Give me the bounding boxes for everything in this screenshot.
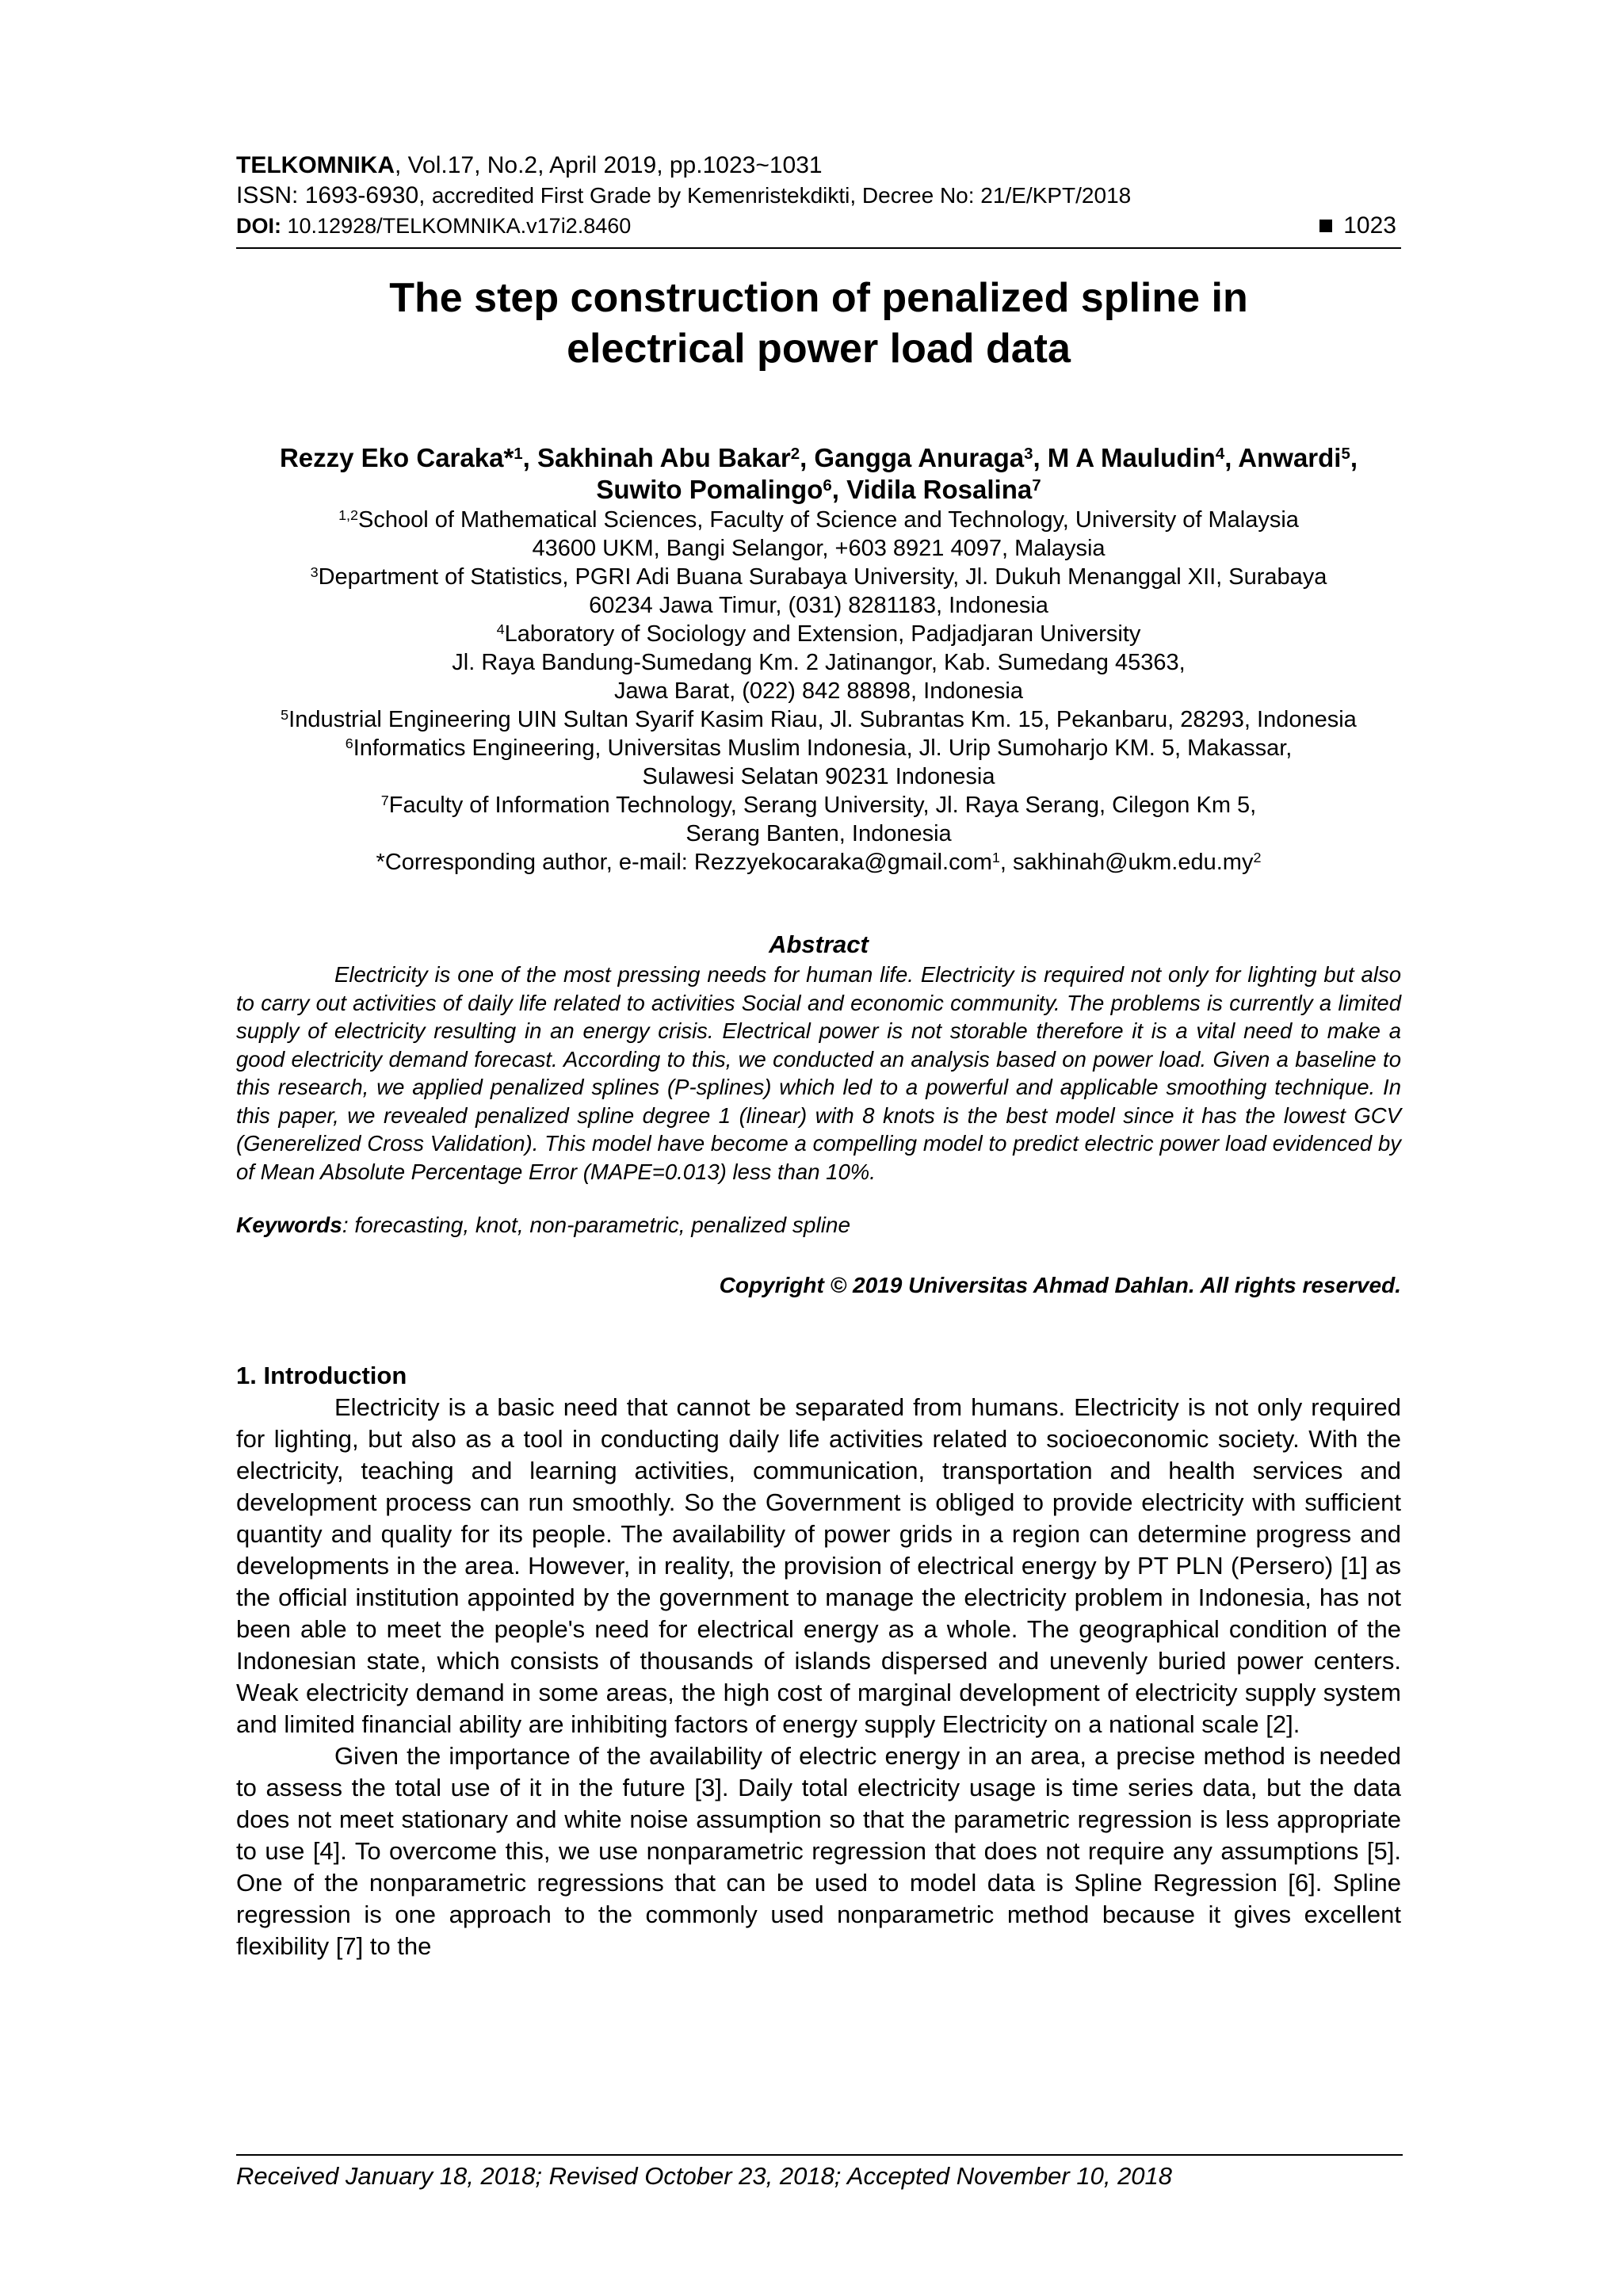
author-separator: , (1350, 443, 1358, 472)
author-name: Rezzy Eko Caraka* (279, 443, 514, 472)
doi-label: DOI: (236, 214, 281, 238)
affiliation-line (236, 563, 1401, 591)
affiliation-list (236, 506, 1401, 877)
affiliation-sup: 4 (496, 621, 505, 638)
author-sup: 5 (1341, 444, 1350, 463)
received-dates: Received January 18, 2018; Revised October 23, 2018; Accepted November 10, 2018 (236, 2162, 1173, 2190)
page-footer (236, 2154, 1403, 2192)
affiliation-sup: 3 (310, 564, 319, 581)
affiliation-line (236, 734, 1401, 762)
page-number-block (1319, 211, 1401, 241)
author-sup: 6 (823, 476, 832, 495)
intro-paragraph-1: Electricity is a basic need that cannot be separated from humans. Electricity is not only required for lighting, but also as a tool in conducting daily life activities related to socioeconomic society. With the electricity, teaching and learning activities, communication, transportation and health services and development process can run smoothly. So the Government is obliged to provide electricity with sufficient quantity and quality for its people. The availability of power grids in a region can determine progress and developments in the area. However, in reality, the provision of electrical energy by PT PLN (Persero) [1] as the official institution appointed by the government to manage the electricity problem in Indonesia, has not been able to meet the people's need for electrical energy as a whole. The geographical condition of the Indonesian state, which consists of thousands of islands dispersed and unevenly buried power centers. Weak electricity demand in some areas, the high cost of marginal development of electricity supply system and limited financial ability are inhibiting factors of energy supply Electricity on a national scale [2]. (236, 1393, 1401, 1738)
affiliation-line: 43600 UKM, Bangi Selangor, +603 8921 4097, Malaysia (532, 536, 1106, 561)
keywords-text: : forecasting, knot, non-parametric, penalized spline (342, 1213, 851, 1237)
affiliation-line (236, 620, 1401, 648)
black-square-icon (1319, 220, 1332, 232)
affiliation-line (236, 791, 1401, 819)
abstract-heading: Abstract (769, 930, 869, 958)
affiliation-line (236, 506, 1401, 534)
journal-volume: , Vol.17, No.2, April 2019, pp.1023~1031 (394, 152, 823, 178)
footer-rule (236, 2154, 1403, 2156)
affiliation-sup: 5 (281, 707, 289, 724)
affiliation-line: 60234 Jawa Timur, (031) 8281183, Indonesia (589, 593, 1048, 618)
affiliation-line: Serang Banten, Indonesia (685, 821, 952, 846)
affiliation-line (236, 705, 1401, 734)
issn-line (236, 181, 1401, 211)
corresponding-email-1: *Corresponding author, e-mail: Rezzyekocaraka@gmail.com (376, 850, 992, 875)
author-name: , Sakhinah Abu Bakar (522, 443, 791, 472)
author-sup: 1 (514, 444, 523, 463)
abstract-text: Electricity is one of the most pressing needs for human life. Electricity is required not only for lighting but also to carry out activities of daily life related to activities Social and economic community. The problems is currently a limited supply of electricity resulting in an energy crisis. Electrical power is not storable therefore it is a vital need to make a good electricity demand forecast. According to this, we conducted an analysis based on power load. Given a baseline to this research, we applied penalized splines (P-splines) which led to a powerful and applicable smoothing technique. In this paper, we revealed penalized spline degree 1 (linear) with 8 knots is the best model since it has the lowest GCV (Generelized Cross Validation). This model have become a compelling model to predict electric power load evidenced by of Mean Absolute Percentage Error (MAPE=0.013) less than 10%. (236, 962, 1401, 1184)
affiliation-text: Industrial Engineering UIN Sultan Syarif Kasim Riau, Jl. Subrantas Km. 15, Pekanbaru, 28293, Indonesia (288, 707, 1357, 732)
affiliation-text: Informatics Engineering, Universitas Muslim Indonesia, Jl. Urip Sumoharjo KM. 5, Makassar, (353, 735, 1293, 761)
doi-row (236, 211, 1401, 241)
author-name: , M A Mauludin (1033, 443, 1216, 472)
affiliation-sup: 2 (1253, 850, 1262, 866)
author-name: , Gangga Anuraga (800, 443, 1025, 472)
author-sup: 7 (1032, 476, 1041, 495)
affiliation-sup: 1,2 (338, 507, 359, 524)
paper-page (236, 151, 1401, 1962)
author-name: , Anwardi (1224, 443, 1342, 472)
affiliation-sup: 6 (345, 735, 353, 752)
intro-paragraph-2: Given the importance of the availability of electric energy in an area, a precise method is needed to assess the total use of it in the future [3]. Daily total electricity usage is time series data, but the data does not meet stationary and white noise assumption so that the parametric regression is less appropriate to use [4]. To overcome this, we use nonparametric regression that does not require any assumptions [5]. One of the nonparametric regressions that can be used to model data is Spline Regression [6]. Spline regression is one approach to the commonly used nonparametric method because it gives excellent flexibility [7] to the (236, 1742, 1401, 1960)
title-line-2: electrical power load data (567, 326, 1071, 372)
doi (236, 211, 631, 241)
author-line-1 (236, 442, 1401, 474)
affiliation-text: Faculty of Information Technology, Serang University, Jl. Raya Serang, Cilegon Km 5, (388, 793, 1257, 818)
doi-value: 10.12928/TELKOMNIKA.v17i2.8460 (281, 214, 632, 238)
journal-name: TELKOMNIKA (236, 152, 395, 178)
page-number: 1023 (1343, 212, 1396, 239)
author-sup: 4 (1215, 444, 1225, 463)
keywords (236, 1211, 1401, 1240)
affiliation-line: Jawa Barat, (022) 842 88898, Indonesia (614, 678, 1023, 704)
affiliation-line: Sulawesi Selatan 90231 Indonesia (642, 764, 995, 789)
affiliation-sup: 1 (991, 850, 1000, 866)
author-name: Suwito Pomalingo (596, 475, 823, 504)
accreditation: accredited First Grade by Kemenristekdikti, Decree No: 21/E/KPT/2018 (431, 183, 1132, 208)
affiliation-line: Jl. Raya Bandung-Sumedang Km. 2 Jatinangor, Kab. Sumedang 45363, (452, 650, 1186, 675)
author-sup: 3 (1024, 444, 1033, 463)
corresponding-author (236, 848, 1401, 877)
corresponding-email-2: , sakhinah@ukm.edu.my (999, 850, 1254, 875)
journal-header-line (236, 151, 1401, 181)
affiliation-text: Laboratory of Sociology and Extension, Padjadjaran University (504, 621, 1141, 647)
affiliation-text: Department of Statistics, PGRI Adi Buana Surabaya University, Jl. Dukuh Menanggal XII, Surabaya (318, 564, 1327, 590)
section-heading-introduction: 1. Introduction (236, 1362, 407, 1389)
affiliation-sup: 7 (380, 793, 389, 809)
keywords-label: Keywords (236, 1213, 342, 1237)
issn: ISSN: 1693-6930, (236, 182, 432, 208)
copyright-notice: Copyright © 2019 Universitas Ahmad Dahlan. All rights reserved. (719, 1273, 1401, 1297)
author-list (236, 442, 1401, 506)
title-line-1: The step construction of penalized spline in (389, 275, 1248, 321)
paper-title (236, 273, 1401, 374)
header-rule (236, 247, 1401, 249)
author-name: , Vidila Rosalina (831, 475, 1033, 504)
author-line-2 (236, 474, 1401, 506)
author-sup: 2 (790, 444, 800, 463)
affiliation-text: School of Mathematical Sciences, Faculty of Science and Technology, University of Malaysia (358, 507, 1299, 533)
